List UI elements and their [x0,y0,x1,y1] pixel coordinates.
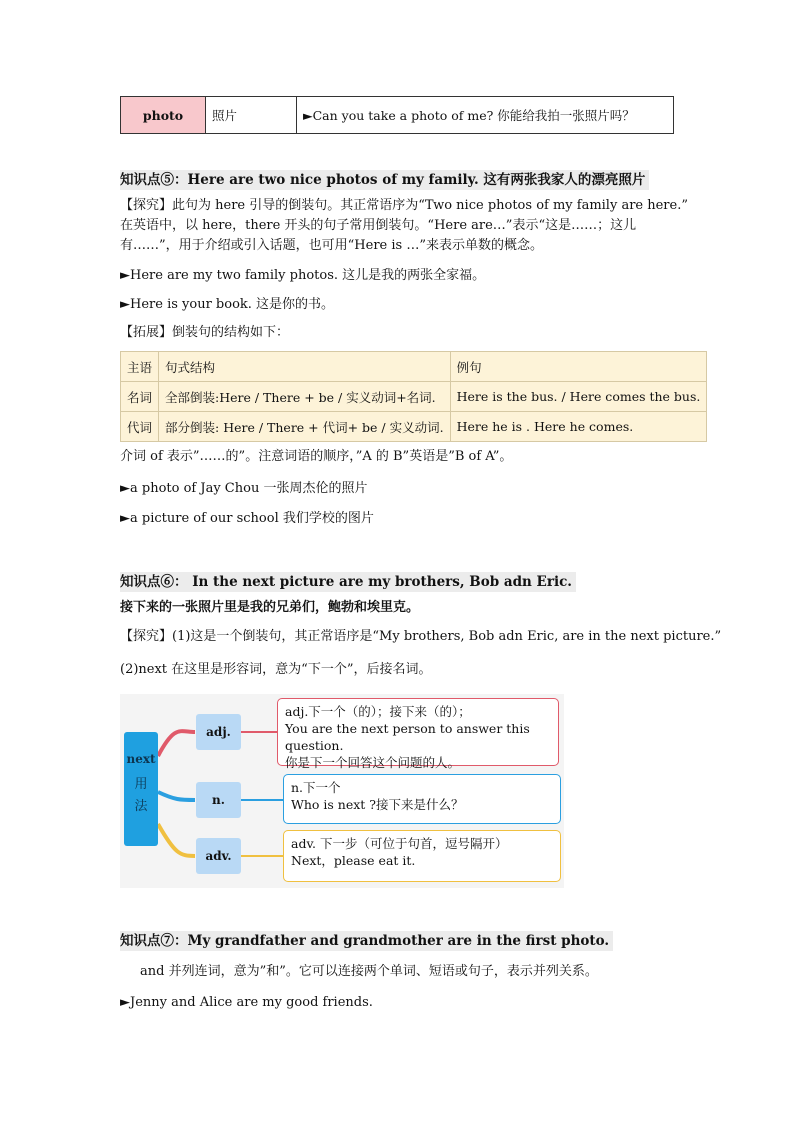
table-row [121,352,707,382]
table-header: 主语 [121,352,159,382]
detail-line: adv. 下一步（可位于句首，逗号隔开） [291,836,508,851]
section5-heading: 知识点⑤：Here are two nice photos of my family. 这有两张我家人的漂亮照片 [120,170,649,190]
mindmap-root [124,732,158,846]
table-cell: Here he is . Here he comes. [450,412,707,442]
table-header: 例句 [450,352,707,382]
section7-explain: and 并列连词，意为”和”。它可以连接两个单词、短语或句子，表示并列关系。 [140,964,598,979]
adv-detail-box [283,830,561,882]
section6-explore: (2)next 在这里是形容词，意为“下一个”，后接名词。 [120,662,432,677]
node-adj: adj. [196,714,241,750]
connector-adj [158,731,195,756]
table-cell: Here is the bus. / Here comes the bus. [450,382,707,412]
root-word: next [126,752,156,766]
of-note: 介词 of 表示”……的”。注意词语的顺序，”A 的 B”英语是”B of A”。 [120,449,513,464]
section6-translation: 接下来的一张照片里是我的兄弟们，鲍勃和埃里克。 [120,600,420,615]
section5-explore-line: 在英语中，以 here，there 开头的句子常用倒装句。“Here are…”表示“这是……；这儿 [120,218,637,233]
detail-line: n.下一个 [291,780,341,795]
detail-line: 你是下一个回答这个问题的人。 [285,755,461,770]
detail-line: Who is next ?接下来是什么？ [291,797,464,812]
expand-label: 【拓展】倒装句的结构如下： [120,325,290,340]
table-cell: 名词 [121,382,159,412]
table-row [121,97,674,134]
section5-explore-line: 【探究】此句为 here 引导的倒装句。其正常语序为“Two nice photos of my family are here.” [120,198,688,213]
vocab-example: ►Can you take a photo of me? 你能给我拍一张照片吗？ [297,97,674,134]
section5-explore-line: 有……”，用于介绍或引入话题，也可用“Here is …”来表示单数的概念。 [120,238,543,253]
section7-example: ►Jenny and Alice are my good friends. [120,995,373,1010]
next-usage-mindmap [120,694,564,888]
node-adv: adv. [196,838,241,874]
section6-heading: 知识点⑥： In the next picture are my brothers, Bob adn Eric. [120,572,576,592]
adj-detail-box [277,698,559,770]
section5-example: ►Here is your book. 这是你的书。 [120,297,335,312]
section5-example: ►Here are my two family photos. 这儿是我的两张全家福。 [120,268,486,283]
table-cell: 全部倒装:Here / There + be / 实义动词+名词. [159,382,451,412]
n-detail-box [283,774,561,824]
node-n: n. [196,782,241,818]
section6-explore: 【探究】(1)这是一个倒装句，其正常语序是“My brothers, Bob adn Eric, are in the next picture.” [120,629,722,644]
vocab-table [120,96,674,134]
detail-line: Next，please eat it. [291,853,416,868]
table-header: 句式结构 [159,352,451,382]
section7-heading: 知识点⑦：My grandfather and grandmother are in the first photo. [120,931,613,951]
vocab-meaning: 照片 [206,97,297,134]
table-cell: 部分倒装: Here / There + 代词+ be / 实义动词. [159,412,451,442]
connector-n [158,792,195,800]
table-row [121,412,707,442]
of-example: ►a photo of Jay Chou 一张周杰伦的照片 [120,481,368,496]
detail-line: You are the next person to answer this question. [285,721,530,753]
of-example: ►a picture of our school 我们学校的图片 [120,511,374,526]
detail-line: adj.下一个（的）；接下来（的）； [285,704,471,719]
vocab-word: photo [121,97,206,134]
connector-adv [158,824,195,856]
root-label: 用法 [134,777,148,814]
table-row [121,382,707,412]
table-cell: 代词 [121,412,159,442]
inversion-table [120,351,707,442]
